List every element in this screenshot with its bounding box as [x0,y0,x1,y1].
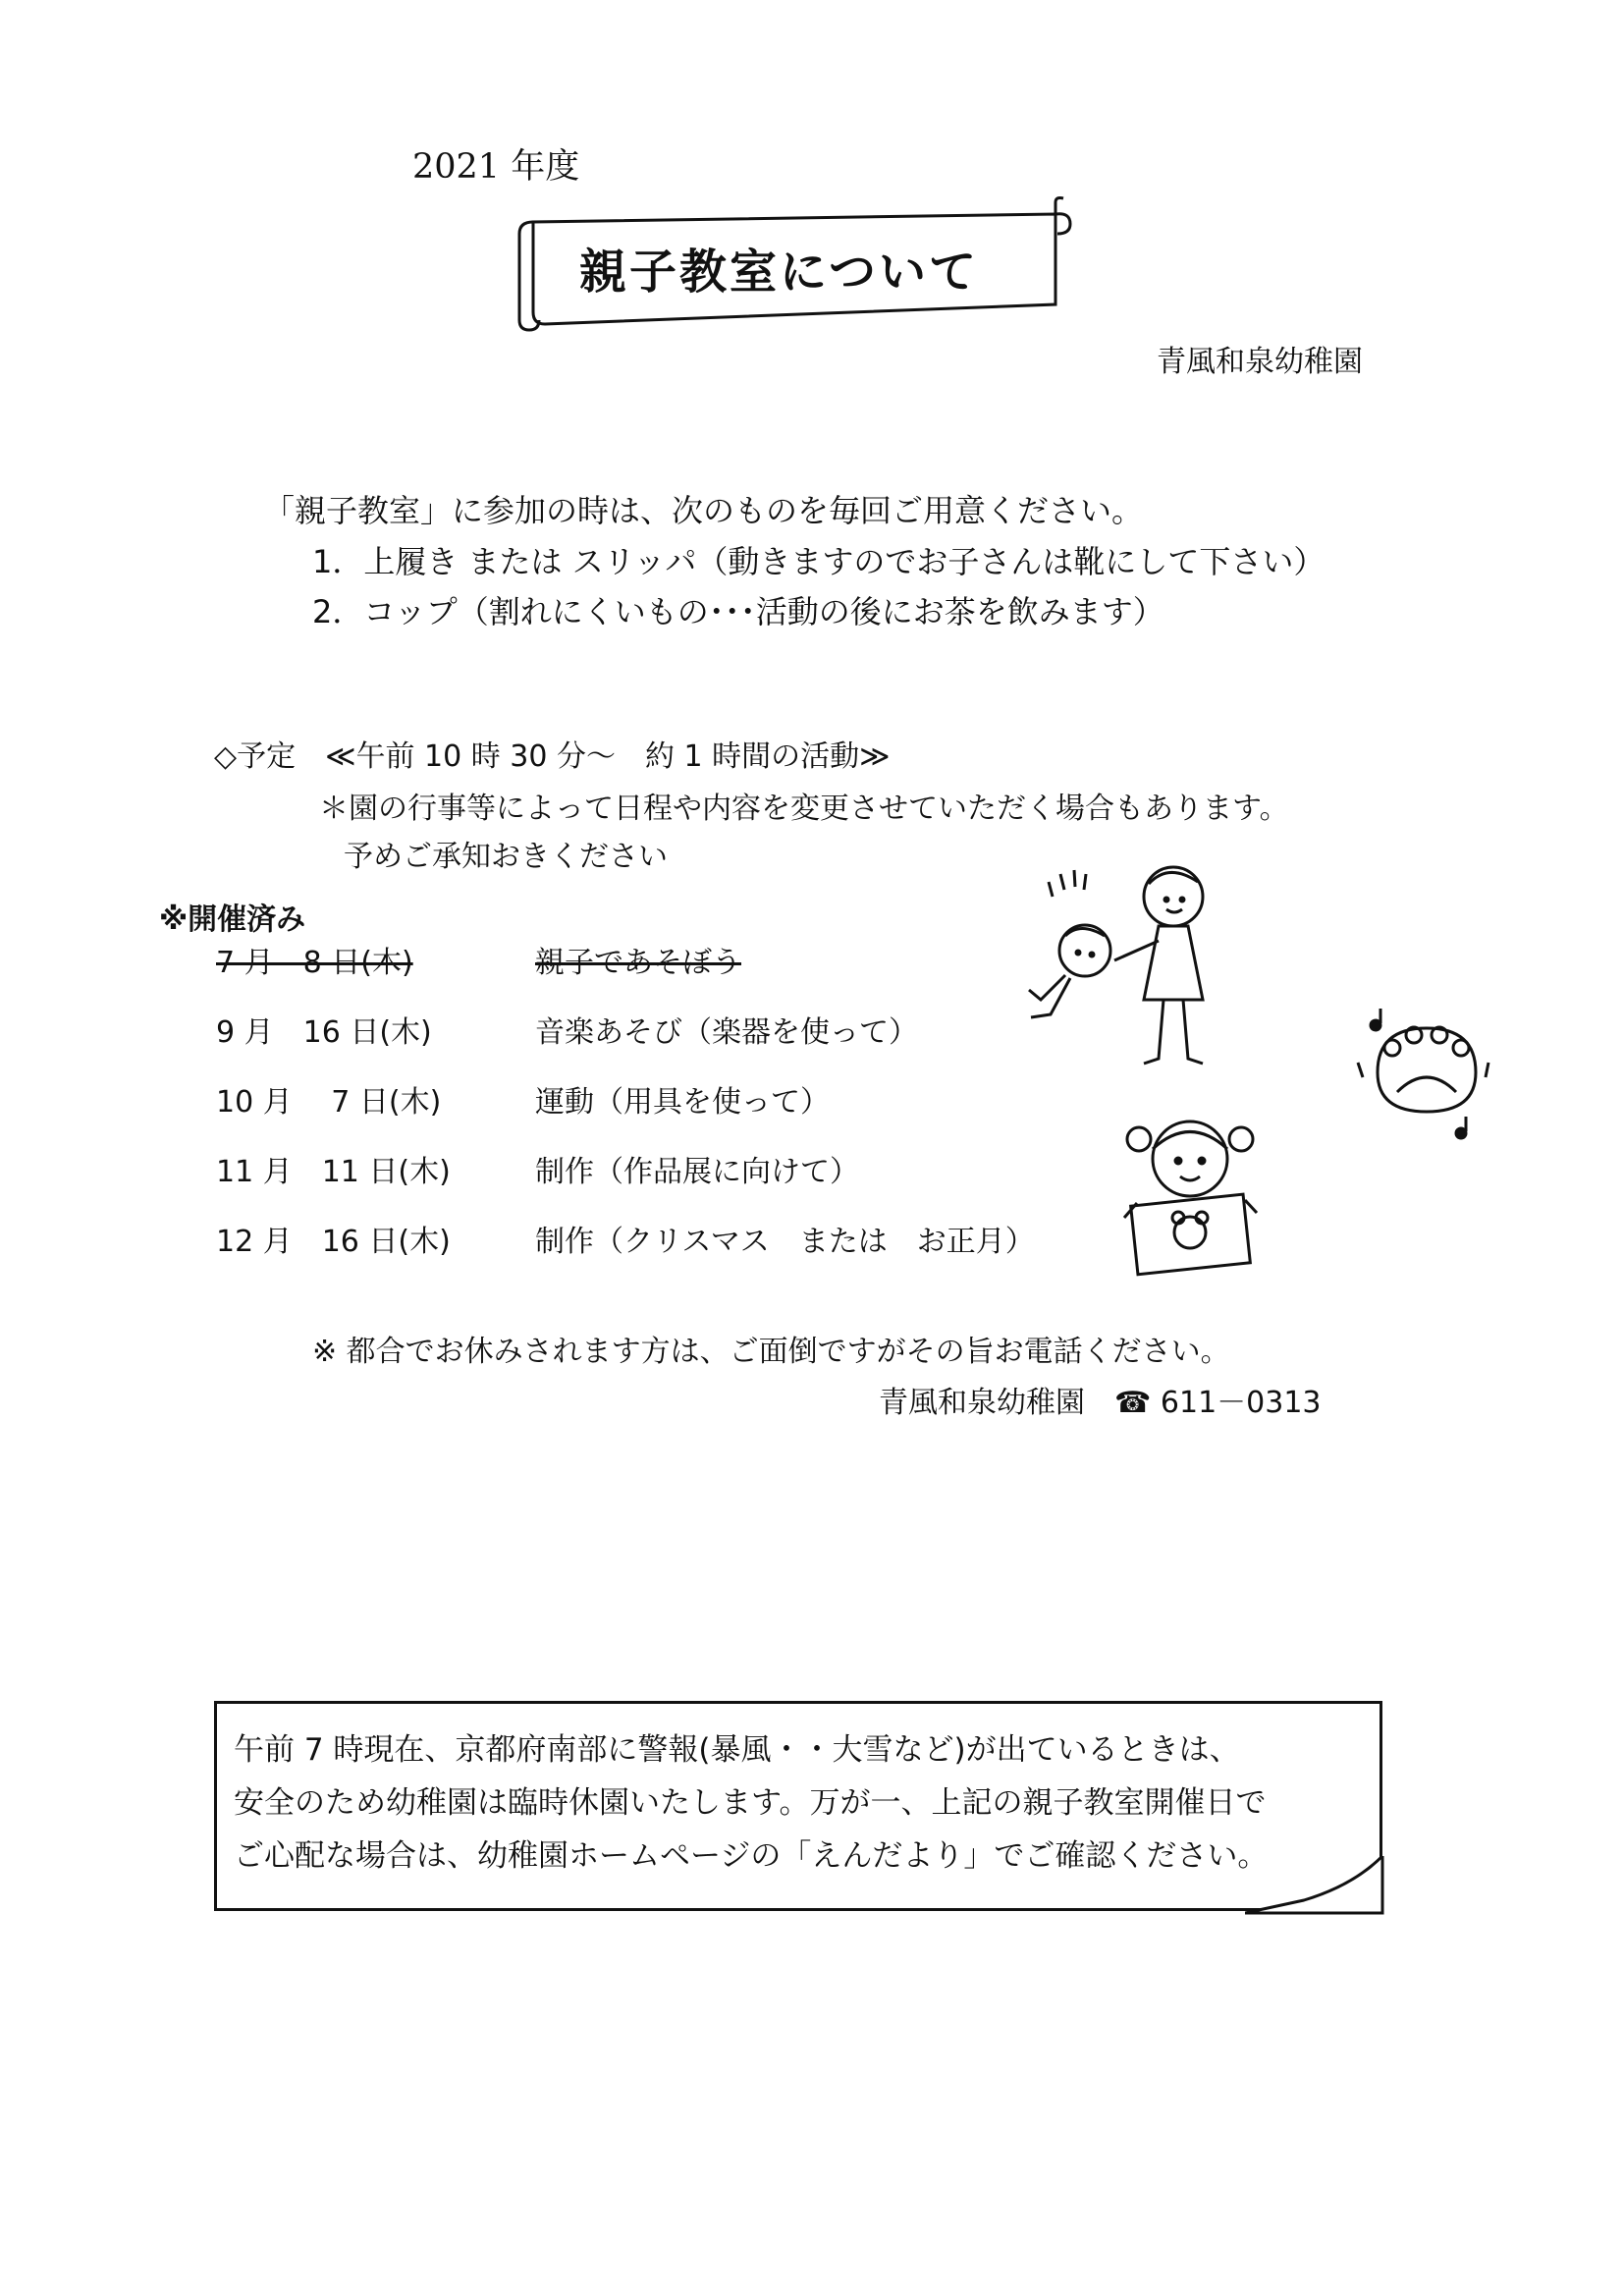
schedule-date: 10 月 7 日(木) [216,1085,442,1120]
year-label: 2021 年度 [412,147,580,187]
schedule-date: 12 月 16 日(木) [216,1225,451,1259]
schedule-heading: ◇予定 ≪午前 10 時 30 分～ 約 1 時間の活動≫ [214,739,891,774]
schedule-activity: 制作（クリスマス または お正月） [535,1225,1035,1259]
notice-line: ご心配な場合は、幼稚園ホームページの「えんだより」でご確認ください。 [234,1838,1269,1874]
list-item: 1．上履き または スリッパ（動きますのでお子さんは靴にして下さい） [312,543,1325,580]
schedule-date: 7 月 8 日(木) [216,946,413,980]
list-item: 2．コップ（割れにくいもの･･･活動の後にお茶を飲みます） [312,593,1164,630]
contact-phone: 青風和泉幼稚園 ☎ 611－0313 [879,1386,1322,1420]
intro-text: 「親子教室」に参加の時は、次のものを毎回ご用意ください。 [263,492,1144,529]
girl-with-picture-illustration [1109,1110,1271,1285]
schedule-activity: 運動（用具を使って） [535,1085,830,1120]
schedule-date: 9 月 16 日(木) [216,1015,432,1050]
schedule-note-continued: 予めご承知おきください [344,840,668,874]
held-label: ※開催済み [159,902,306,937]
schedule-activity: 音楽あそび（楽器を使って） [535,1015,918,1050]
schedule-note: ＊園の行事等によって日程や内容を変更させていただく場合もあります。 [319,792,1289,826]
schedule-activity: 制作（作品展に向けて） [535,1155,859,1189]
parent-child-illustration [1021,852,1247,1073]
castanets-illustration [1353,1004,1500,1146]
absence-note: ※ 都合でお休みされます方は、ご面倒ですがその旨お電話ください。 [312,1335,1230,1369]
organization-name: 青風和泉幼稚園 [1157,345,1363,379]
notice-line: 午前 7 時現在、京都府南部に警報(暴風・・大雪など)が出ているときは、 [234,1732,1240,1768]
schedule-activity: 親子であそぼう [535,946,741,980]
notice-line: 安全のため幼稚園は臨時休園いたします。万が一、上記の親子教室開催日で [234,1785,1267,1821]
page-title: 親子教室について [579,245,980,300]
schedule-date: 11 月 11 日(木) [216,1155,451,1189]
